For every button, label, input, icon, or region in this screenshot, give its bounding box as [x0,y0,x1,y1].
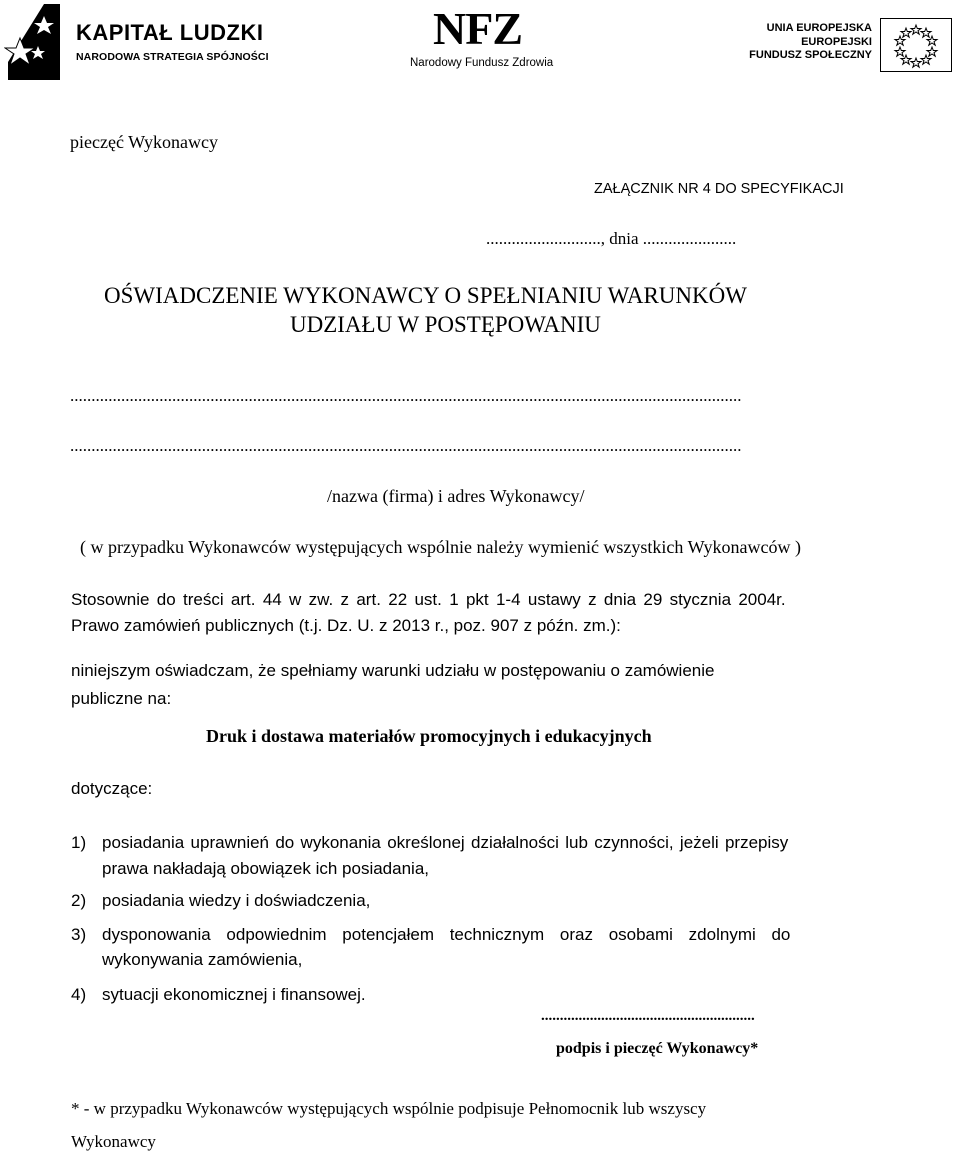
eu-flag-icon [880,18,952,72]
attachment-label: ZAŁĄCZNIK NR 4 DO SPECYFIKACJI [594,181,844,197]
condition-2-number: 2) [71,891,87,910]
condition-3-number: 3) [71,925,87,944]
kapital-ludzki-subtitle: NARODOWA STRATEGIA SPÓJNOŚCI [76,51,269,63]
legal-basis-line2: Prawo zamówień publicznych (t.j. Dz. U. z 2013 r., poz. 907 z późn. zm.): [71,616,621,635]
contractor-dots-line1: .............................................................................................................................................................. [70,386,742,405]
condition-1-line2: prawa nakładają obowiązek ich posiadania, [102,859,429,878]
nfz-subtitle: Narodowy Fundusz Zdrowia [410,57,554,69]
eu-line2: EUROPEJSKI [801,36,872,48]
condition-1-line1: posiadania uprawnień do wykonania określonej działalności lub czynności, jeżeli przepisy [102,833,789,852]
declaration-line1: niniejszym oświadczam, że spełniamy warunki udziału w postępowaniu o zamówienie [71,661,715,680]
document-title-line1: OŚWIADCZENIE WYKONAWCY O SPEŁNIANIU WARUNKÓW [104,283,747,308]
joint-contractors-note: ( w przypadku Wykonawców występujących wspólnie należy wymienić wszystkich Wykonawców ) [80,537,801,557]
condition-1-number: 1) [71,833,87,852]
contractor-dots-line2: .............................................................................................................................................................. [70,436,742,455]
condition-4-number: 4) [71,985,87,1004]
footnote-line1: * - w przypadku Wykonawców występujących wspólnie podpisuje Pełnomocnik lub wszyscy [71,1099,707,1118]
concerning-label: dotyczące: [71,779,153,798]
date-line: ..........................., dnia ...................... [486,229,737,248]
legal-basis-line1: Stosownie do treści art. 44 w zw. z art. 22 ust. 1 pkt 1-4 ustawy z dnia 29 stycznia 2004r. [71,590,786,609]
eu-line3: FUNDUSZ SPOŁECZNY [749,49,872,61]
kapital-ludzki-emblem-icon [4,2,68,82]
order-subject: Druk i dostawa materiałów promocyjnych i edukacyjnych [206,726,652,746]
eu-fund-logo [749,14,960,74]
condition-4-line1: sytuacji ekonomicznej i finansowej. [102,985,366,1004]
condition-2-line1: posiadania wiedzy i doświadczenia, [102,891,371,910]
nfz-logo [400,3,560,78]
signature-dots: ......................................................... [541,1008,755,1024]
signature-label: podpis i pieczęć Wykonawcy* [556,1040,759,1057]
nfz-name: NFZ [433,3,522,54]
kapital-ludzki-logo [4,2,269,82]
eu-line1: UNIA EUROPEJSKA [766,22,872,34]
condition-3-line1: dysponowania odpowiednim potencjałem technicznym oraz osobami zdolnymi do [102,925,791,944]
footnote-line2: Wykonawcy [71,1132,156,1151]
stamp-label: pieczęć Wykonawcy [70,132,219,152]
contractor-name-label: /nazwa (firma) i adres Wykonawcy/ [327,486,585,506]
kapital-ludzki-name: KAPITAŁ LUDZKI [76,20,264,45]
declaration-line2: publiczne na: [71,689,172,708]
condition-3-line2: wykonywania zamówienia, [102,950,303,969]
document-title-line2: UDZIAŁU W POSTĘPOWANIU [290,312,601,337]
